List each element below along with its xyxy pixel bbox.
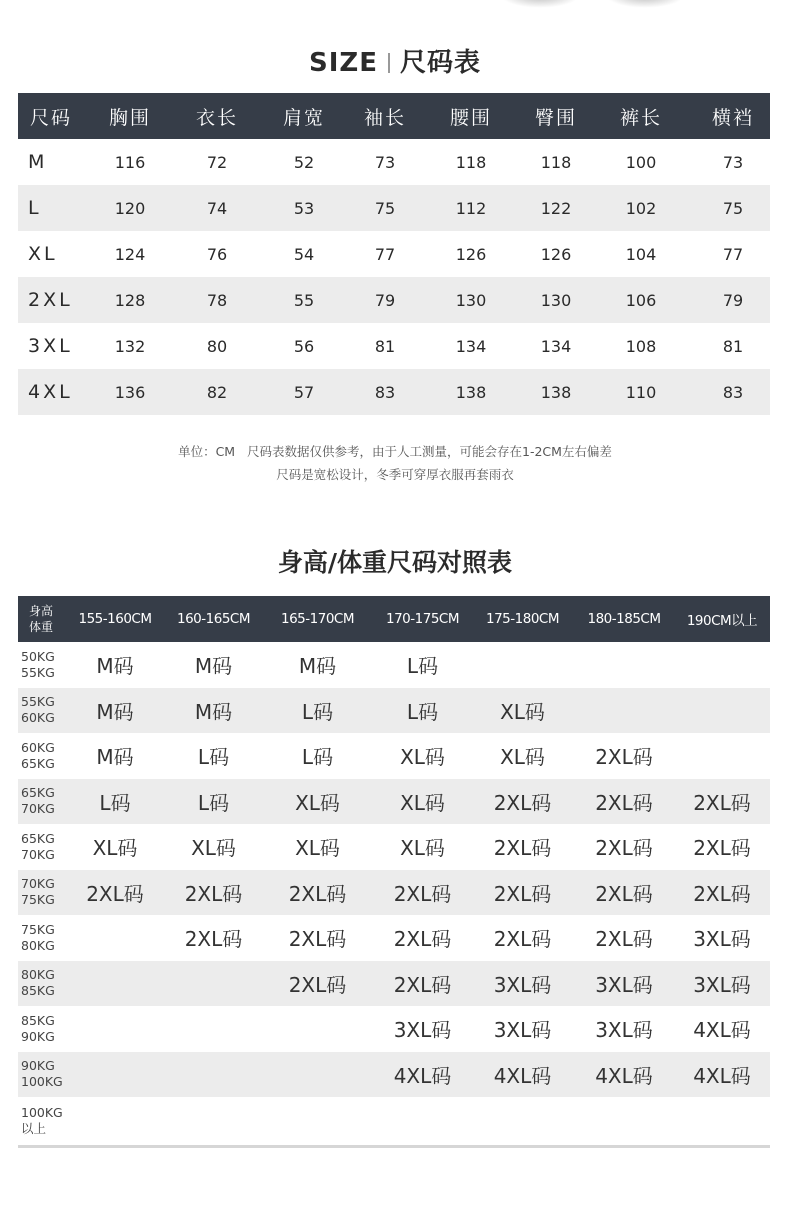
- size-value-cell: 56: [293, 336, 315, 356]
- size-value-cell: 110: [586, 369, 696, 415]
- recommended-size-cell: [64, 1052, 166, 1098]
- size-value-cell: 57: [254, 369, 354, 415]
- size-header-cell: 裤长: [586, 93, 696, 139]
- height-range-header: 180-185CM: [574, 596, 674, 642]
- size-header-cell: 横裆: [696, 93, 770, 139]
- reference-chart-title: 身高/体重尺码对照表: [277, 548, 513, 577]
- weight-range-cell: [18, 915, 64, 961]
- size-value-cell: 74: [180, 185, 254, 231]
- recommended-size-cell: [261, 1006, 374, 1052]
- size-label-cell: L: [18, 185, 80, 231]
- recommended-size-cell: [674, 1097, 770, 1147]
- size-value-cell: 138: [526, 369, 586, 415]
- recommended-size-cell: M码: [96, 745, 134, 770]
- recommended-size-cell: L码: [197, 745, 230, 770]
- recommended-size-cell: XL码: [400, 745, 445, 770]
- recommended-size-cell: [674, 642, 770, 688]
- recommended-size-cell: 3XL码: [393, 1018, 452, 1043]
- size-notes: [0, 440, 790, 486]
- size-value-cell: 73: [374, 152, 396, 172]
- recommended-size-cell: 2XL码: [471, 870, 574, 916]
- ref-row: [18, 824, 770, 870]
- size-header-row: [18, 93, 770, 139]
- weight-from: 85KG: [21, 1012, 55, 1028]
- ref-row: [18, 642, 770, 688]
- recommended-size-cell: [166, 961, 261, 1007]
- recommended-size-cell: 2XL码: [595, 836, 653, 861]
- height-range-header: 165-170CM: [261, 596, 374, 642]
- recommended-size-cell: [674, 688, 770, 734]
- recommended-size-cell: M码: [166, 688, 261, 734]
- size-header-cell: 肩宽: [254, 93, 354, 139]
- ref-corner-cell: [18, 596, 64, 642]
- ref-row: [18, 733, 770, 779]
- weight-from: 65KG: [21, 785, 55, 801]
- size-value-cell: 132: [114, 336, 146, 356]
- size-row: [18, 139, 770, 185]
- size-value-cell: 54: [293, 244, 315, 264]
- weight-range-cell: [18, 1006, 64, 1052]
- weight-to: 85KG: [21, 983, 55, 999]
- weight-from: 60KG: [21, 739, 55, 755]
- size-label-cell: 4XL: [18, 369, 80, 415]
- recommended-size-cell: 2XL码: [184, 927, 243, 952]
- size-value-cell: 75: [696, 185, 770, 231]
- size-label-cell: 3XL: [28, 335, 73, 357]
- corner-height-label: 身高: [28, 604, 53, 618]
- size-value-cell: 79: [354, 277, 416, 323]
- recommended-size-cell: [574, 688, 674, 734]
- weight-from: 80KG: [21, 967, 55, 983]
- weight-to: 65KG: [21, 755, 55, 771]
- size-label-cell: M: [28, 151, 48, 173]
- recommended-size-cell: XL码: [471, 688, 574, 734]
- recommended-size-cell: [64, 961, 166, 1007]
- weight-to: 70KG: [21, 846, 55, 862]
- ref-row: [18, 915, 770, 961]
- weight-from: 100KG: [21, 1105, 63, 1120]
- recommended-size-cell: 2XL码: [674, 779, 770, 825]
- size-header-cell: 腰围: [416, 93, 526, 139]
- size-value-cell: 77: [374, 244, 396, 264]
- recommended-size-cell: XL码: [295, 836, 340, 861]
- weight-to: 75KG: [21, 892, 55, 908]
- recommended-size-cell: 3XL码: [471, 961, 574, 1007]
- recommended-size-cell: [471, 1097, 574, 1147]
- size-value-cell: 130: [526, 277, 586, 323]
- size-value-cell: 120: [80, 185, 180, 231]
- height-weight-table: [18, 596, 770, 1148]
- recommended-size-cell: 2XL码: [261, 870, 374, 916]
- recommended-size-cell: [374, 1097, 471, 1147]
- recommended-size-cell: XL码: [92, 836, 138, 861]
- weight-from: 70KG: [21, 876, 55, 892]
- recommended-size-cell: L码: [301, 745, 334, 770]
- recommended-size-cell: 2XL码: [595, 927, 653, 952]
- size-table: [18, 93, 770, 415]
- weight-to: 以上: [21, 1121, 47, 1136]
- recommended-size-cell: 2XL码: [166, 870, 261, 916]
- recommended-size-cell: [64, 915, 166, 961]
- recommended-size-cell: L码: [166, 779, 261, 825]
- recommended-size-cell: XL码: [261, 779, 374, 825]
- size-value-cell: 76: [206, 244, 228, 264]
- recommended-size-cell: 2XL码: [493, 927, 552, 952]
- size-value-cell: 108: [625, 336, 657, 356]
- size-header-cell: 胸围: [80, 93, 180, 139]
- ref-row: [18, 1097, 770, 1147]
- size-value-cell: 116: [114, 152, 146, 172]
- weight-from: 75KG: [21, 921, 55, 937]
- recommended-size-cell: 2XL码: [288, 927, 347, 952]
- ref-row: [18, 1006, 770, 1052]
- size-title-cn: 尺码表: [400, 48, 482, 78]
- recommended-size-cell: XL码: [500, 745, 545, 770]
- recommended-size-cell: 3XL码: [674, 961, 770, 1007]
- height-range-header: 170-175CM: [374, 596, 471, 642]
- recommended-size-cell: 2XL码: [64, 870, 166, 916]
- note-line-1: 单位：CM 尺码表数据仅供参考，由于人工测量，可能会存在1-2CM左右偏差: [178, 444, 612, 459]
- ref-row: [18, 779, 770, 825]
- weight-range-cell: [18, 1097, 64, 1147]
- recommended-size-cell: 2XL码: [471, 779, 574, 825]
- size-title-en: SIZE: [308, 48, 378, 78]
- top-shadow-right: [605, 0, 685, 8]
- weight-to: 80KG: [21, 937, 55, 953]
- recommended-size-cell: 4XL码: [574, 1052, 674, 1098]
- size-value-cell: 79: [696, 277, 770, 323]
- recommended-size-cell: M码: [298, 654, 337, 679]
- recommended-size-cell: M码: [64, 688, 166, 734]
- size-value-cell: 128: [80, 277, 180, 323]
- size-value-cell: 124: [114, 244, 146, 264]
- size-value-cell: 118: [540, 152, 572, 172]
- recommended-size-cell: [64, 1097, 166, 1147]
- recommended-size-cell: 2XL码: [374, 870, 471, 916]
- recommended-size-cell: L码: [261, 688, 374, 734]
- recommended-size-cell: [261, 1097, 374, 1147]
- weight-range-cell: [18, 824, 64, 870]
- recommended-size-cell: 2XL码: [574, 870, 674, 916]
- weight-range-cell: [18, 1052, 64, 1098]
- recommended-size-cell: 2XL码: [595, 745, 653, 770]
- weight-to: 55KG: [21, 664, 55, 680]
- weight-range-cell: [18, 688, 64, 734]
- size-chart-title: [0, 42, 790, 79]
- ref-row: [18, 961, 770, 1007]
- ref-row: [18, 688, 770, 734]
- recommended-size-cell: XL码: [191, 836, 236, 861]
- recommended-size-cell: [574, 1097, 674, 1147]
- recommended-size-cell: [674, 733, 770, 779]
- recommended-size-cell: 4XL码: [471, 1052, 574, 1098]
- weight-range-cell: [18, 870, 64, 916]
- ref-row: [18, 870, 770, 916]
- weight-range-cell: [18, 779, 64, 825]
- height-range-header: 155-160CM: [64, 596, 166, 642]
- recommended-size-cell: 2XL码: [393, 927, 452, 952]
- size-header-cell: 尺码: [18, 93, 80, 139]
- size-value-cell: 136: [80, 369, 180, 415]
- recommended-size-cell: 2XL码: [674, 870, 770, 916]
- height-range-header: 175-180CM: [471, 596, 574, 642]
- size-row: [18, 277, 770, 323]
- recommended-size-cell: 4XL码: [374, 1052, 471, 1098]
- size-value-cell: 75: [354, 185, 416, 231]
- recommended-size-cell: [261, 1052, 374, 1098]
- recommended-size-cell: L码: [64, 779, 166, 825]
- weight-from: 55KG: [21, 694, 55, 710]
- size-value-cell: 134: [540, 336, 572, 356]
- size-value-cell: 138: [416, 369, 526, 415]
- recommended-size-cell: 3XL码: [595, 1018, 653, 1043]
- top-shadow-left: [500, 0, 580, 8]
- size-header-cell: 袖长: [354, 93, 416, 139]
- height-range-header: 190CM以上: [674, 596, 770, 642]
- recommended-size-cell: [471, 642, 574, 688]
- size-value-cell: 104: [625, 244, 657, 264]
- recommended-size-cell: 4XL码: [693, 1018, 751, 1043]
- size-value-cell: 81: [374, 336, 396, 356]
- recommended-size-cell: 3XL码: [693, 927, 751, 952]
- corner-weight-label: 体重: [28, 620, 53, 634]
- recommended-size-cell: 2XL码: [493, 836, 552, 861]
- recommended-size-cell: 2XL码: [693, 836, 751, 861]
- recommended-size-cell: M码: [96, 654, 134, 679]
- size-label-cell: 2XL: [18, 277, 80, 323]
- recommended-size-cell: L码: [374, 688, 471, 734]
- size-value-cell: 112: [416, 185, 526, 231]
- recommended-size-cell: [166, 1097, 261, 1147]
- ref-row: [18, 1052, 770, 1098]
- weight-to: 90KG: [21, 1028, 55, 1044]
- recommended-size-cell: [64, 1006, 166, 1052]
- size-value-cell: 77: [722, 244, 744, 264]
- recommended-size-cell: 4XL码: [674, 1052, 770, 1098]
- weight-range-cell: [18, 733, 64, 779]
- size-value-cell: 80: [206, 336, 228, 356]
- recommended-size-cell: 2XL码: [261, 961, 374, 1007]
- size-row: [18, 185, 770, 231]
- size-value-cell: 134: [455, 336, 487, 356]
- recommended-size-cell: [166, 1052, 261, 1098]
- size-value-cell: 78: [180, 277, 254, 323]
- recommended-size-cell: M码: [194, 654, 233, 679]
- title-divider: [388, 53, 390, 73]
- size-value-cell: 83: [696, 369, 770, 415]
- recommended-size-cell: [574, 642, 674, 688]
- weight-range-cell: [18, 961, 64, 1007]
- recommended-size-cell: 2XL码: [574, 779, 674, 825]
- note-line-2: 尺码是宽松设计，冬季可穿厚衣服再套雨衣: [276, 467, 514, 482]
- recommended-size-cell: XL码: [374, 779, 471, 825]
- recommended-size-cell: XL码: [400, 836, 445, 861]
- size-row: [18, 369, 770, 415]
- size-value-cell: 81: [722, 336, 744, 356]
- weight-from: 65KG: [21, 830, 55, 846]
- size-value-cell: 82: [180, 369, 254, 415]
- ref-header-row: [18, 596, 770, 642]
- size-value-cell: 126: [540, 244, 572, 264]
- recommended-size-cell: 2XL码: [374, 961, 471, 1007]
- weight-to: 60KG: [21, 710, 55, 726]
- weight-range-cell: [18, 642, 64, 688]
- height-range-header: 160-165CM: [166, 596, 261, 642]
- size-header-cell: 衣长: [180, 93, 254, 139]
- size-value-cell: 106: [586, 277, 696, 323]
- size-value-cell: 53: [254, 185, 354, 231]
- weight-to: 70KG: [21, 801, 55, 817]
- size-value-cell: 72: [206, 152, 228, 172]
- size-value-cell: 126: [455, 244, 487, 264]
- size-value-cell: 73: [722, 152, 744, 172]
- size-value-cell: 52: [293, 152, 315, 172]
- size-row: [18, 231, 770, 277]
- size-header-cell: 臀围: [526, 93, 586, 139]
- recommended-size-cell: L码: [406, 654, 439, 679]
- weight-to: 100KG: [21, 1074, 63, 1090]
- size-value-cell: 83: [354, 369, 416, 415]
- size-value-cell: 118: [455, 152, 487, 172]
- size-value-cell: 102: [586, 185, 696, 231]
- weight-from: 50KG: [21, 648, 55, 664]
- size-label-cell: XL: [28, 243, 58, 265]
- recommended-size-cell: [166, 1006, 261, 1052]
- size-value-cell: 100: [625, 152, 657, 172]
- recommended-size-cell: 3XL码: [493, 1018, 552, 1043]
- size-row: [18, 323, 770, 369]
- size-value-cell: 122: [526, 185, 586, 231]
- size-value-cell: 130: [416, 277, 526, 323]
- recommended-size-cell: 3XL码: [574, 961, 674, 1007]
- size-value-cell: 55: [254, 277, 354, 323]
- weight-from: 90KG: [21, 1058, 55, 1074]
